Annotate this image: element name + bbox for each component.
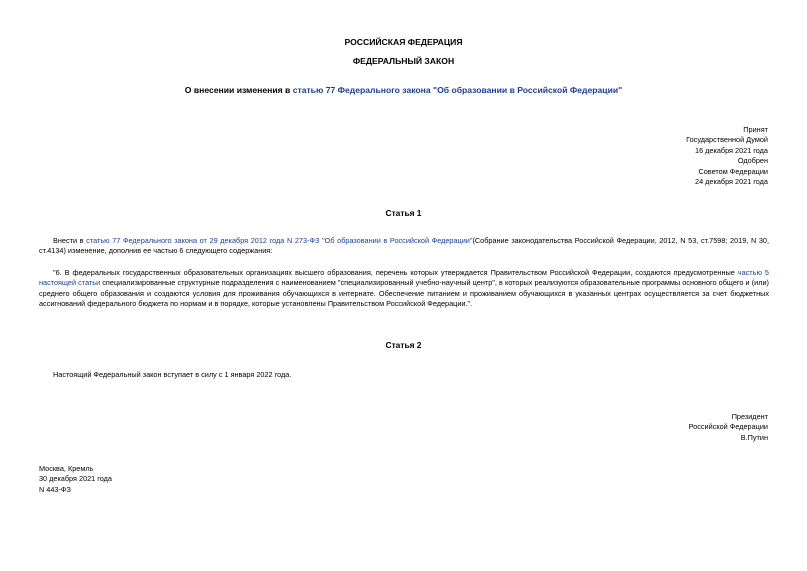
article-1-paragraph-2 xyxy=(39,268,769,310)
article-2-text: Настоящий Федеральный закон вступает в силу с 1 января 2022 года. xyxy=(53,370,292,379)
footer-number: N 443-ФЗ xyxy=(39,484,71,494)
article-1-p2-suffix: специализированные структурные подразделения с наименованием "специализированный учебно-научный центр", в которых реализуются образовательные программы основного общего и (или) среднего общего образования и создаются условия для проживания обучающихся в интернате. Обеспечение питанием и проживанием обучающихся в указанных центрах осуществляется за счет бюджетных ассигнований федерального бюджета по нормам и в порядке, которые установлены Правительством Российской Федерации.". xyxy=(39,278,769,309)
article-2-heading: Статья 2 xyxy=(385,340,422,350)
part-5-link[interactable]: частью 5 настоящей статьи xyxy=(39,268,769,288)
adoption-line: 16 декабря 2021 года xyxy=(695,145,768,155)
article-1-law-link[interactable]: статью 77 Федерального закона от 29 декабря 2012 года N 273-ФЗ "Об образовании в Российской Федерации" xyxy=(86,236,473,245)
adoption-line: 24 декабря 2021 года xyxy=(695,177,768,187)
signature-line: Президент xyxy=(731,412,768,421)
law-title-prefix: О внесении изменения в xyxy=(184,85,293,95)
signature-block xyxy=(568,412,768,443)
footer-place: Москва, Кремль xyxy=(39,464,94,473)
signature-line: Российской Федерации xyxy=(688,422,768,432)
adoption-block xyxy=(568,125,768,187)
law-title-link[interactable]: статью 77 Федерального закона "Об образовании в Российской Федерации" xyxy=(292,85,623,95)
footer-date: 30 декабря 2021 года xyxy=(39,474,112,484)
signature-line: В.Путин xyxy=(740,432,768,442)
article-1-heading: Статья 1 xyxy=(385,208,422,218)
adoption-line: Одобрен xyxy=(737,156,768,166)
article-1-paragraph-1 xyxy=(39,236,769,257)
article-1-p2-prefix: "6. В федеральных государственных образовательных организациях высшего образования, перечень которых утверждается Правительством Российской Федерации, создаются предусмотренные xyxy=(53,268,738,277)
article-1-p1-prefix: Внести в xyxy=(53,236,87,245)
adoption-line: Государственной Думой xyxy=(686,135,768,145)
country-heading: РОССИЙСКАЯ ФЕДЕРАЦИЯ xyxy=(344,37,463,47)
article-1-p1-suffix: (Собрание законодательства Российской Федерации, 2012, N 53, ст.7598; 2019, N 30, ст.4134) изменение, дополнив ее частью 6 следующего содержания: xyxy=(39,236,769,256)
adoption-line: Принят xyxy=(743,125,768,134)
law-type-heading: ФЕДЕРАЛЬНЫЙ ЗАКОН xyxy=(352,56,455,66)
adoption-line: Советом Федерации xyxy=(698,166,768,176)
footer-block xyxy=(39,464,239,495)
law-title xyxy=(0,85,807,96)
